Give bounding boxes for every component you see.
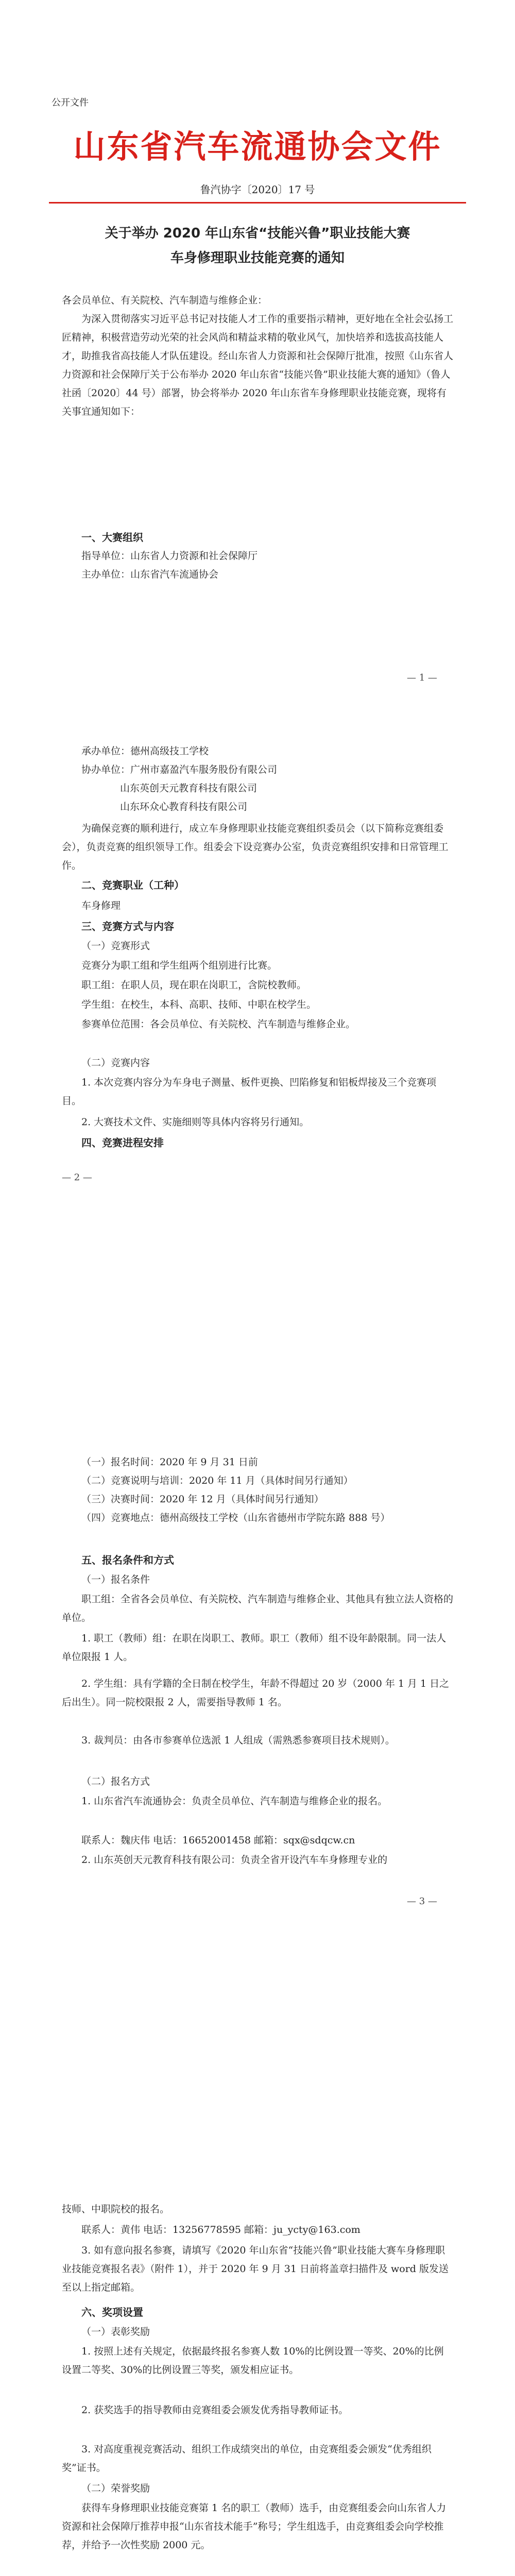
section-5-2-heading: （二）报名方式 [81,1776,150,1787]
contact-info-2: 联系人：黄伟 电话：13256778595 邮箱：ju_ycty@163.com [81,2224,360,2235]
masthead-title: 山东省汽车流通协会文件 [73,128,442,165]
intro-paragraph: 为深入贯彻落实习近平总书记对技能人才工作的重要指示精神，更好地在全社会弘扬工匠精神，积极营造劳动光荣的社会风尚和精益求精的敬业风气，加快培养和选拔高技能人才，助推我省高技能人才队伍建设。经山东省人力资源和社会保障厅批准，按照《山东省人力资源和社会保障厅关于公布举办 2020 年山东省“技能兴鲁”职业技能大赛的通知》（鲁人社函〔2020〕44 号）部署，协会将举办 2020 年山东省车身修理职业技能竞赛，现将有关事宜通知如下： [62,313,454,417]
section-6-2-heading: （二）荣誉奖励 [81,2483,150,2494]
contractor: 承办单位：德州高级技工学校 [81,745,209,757]
red-divider [49,202,466,204]
schedule-registration: （一）报名时间：2020 年 9 月 31 日前 [81,1456,258,1468]
section-2-heading: 二、竞赛职业（工种） [81,879,184,891]
salutation: 各会员单位、有关院校、汽车制造与维修企业： [62,295,268,306]
registration-channel-2: 2. 山东英创天元教育科技有限公司：负责全省开设汽车车身修理专业的 [81,1854,388,1866]
committee-paragraph: 为确保竞赛的顺利进行，成立车身修理职业技能竞赛组织委员会（以下简称竞赛组委会），负责竞赛的组织领导工作。组委会下设竞赛办公室，负责竞赛组织安排和日常管理工作。 [62,823,449,871]
staff-group-text: 职工组：在职人员，现在职在岗职工，含院校教师。 [81,979,307,991]
section-3-1-text: 竞赛分为职工组和学生组两个组别进行比赛。 [81,960,278,971]
co-organizer-2: 山东英创天元教育科技有限公司 [120,783,258,794]
condition-referee: 3. 裁判员：由各市参赛单位选派 1 人组成（需熟悉参赛项目技术规则）。 [81,1735,395,1746]
page-1 [0,0,515,721]
page-2 [0,721,515,1443]
participant-scope: 参赛单位范围：各会员单位、有关院校、汽车制造与维修企业。 [81,1019,356,1030]
section-2-text: 车身修理 [81,900,121,911]
open-document-label: 公开文件 [52,97,89,108]
section-3-2-heading: （二）竞赛内容 [81,1057,150,1069]
section-3-heading: 三、竞赛方式与内容 [81,920,174,933]
section-4-heading: 四、竞赛进程安排 [81,1137,164,1149]
award-item-3: 3. 对高度重视竞赛活动、组织工作成绩突出的单位，由竞赛组委会颁发“优秀组织奖”证书。 [62,2444,432,2473]
notice-title-line1: 关于举办 2020 年山东省“技能兴鲁”职业技能大赛 [105,226,410,241]
section-6-1-heading: （一）表彰奖励 [81,2326,150,2337]
honor-award-text: 获得车身修理职业技能竞赛第 1 名的职工（教师）选手，由竞赛组委会向山东省人力资源和社会保障厅推荐申报“山东省技术能手”称号；学生组选手，由竞赛组委会向学校推荐，并给予一次性奖励 2000 元。 [62,2502,447,2551]
student-group-text: 学生组：在校生，本科、高职、技师、中职在校学生。 [81,999,317,1010]
section-1-heading: 一、大赛组织 [81,531,143,544]
section-6-heading: 六、奖项设置 [81,2306,143,2318]
application-instructions: 3. 如有意向报名参赛，请填写《2020 年山东省“技能兴鲁”职业技能大赛车身修理职业技能竞赛报名表》（附件 1），并于 2020 年 9 月 31 日前将盖章扫描件及 word 版发送至以上指定邮箱。 [62,2245,449,2293]
notice-title-line2: 车身修理职业技能竞赛的通知 [170,250,345,266]
organizer-guide: 指导单位：山东省人力资源和社会保障厅 [81,550,258,562]
page-3 [0,1443,515,2190]
section-5-heading: 五、报名条件和方式 [81,1554,174,1566]
registration-continued: 技师、中职院校的报名。 [62,2204,170,2215]
organizer-host: 主办单位：山东省汽车流通协会 [81,569,219,580]
page-number-1: — 1 — [407,672,437,683]
content-item-2: 2. 大赛技术文件、实施细则等具体内容将另行通知。 [81,1116,310,1128]
section-5-1-text: 职工组：全省各会员单位、有关院校、汽车制造与维修企业、其他具有独立法人资格的单位。 [62,1594,454,1623]
schedule-final: （三）决赛时间：2020 年 12 月（具体时间另行通知） [81,1494,324,1505]
co-organizer-1: 协办单位：广州市嘉盈汽车服务股份有限公司 [81,764,278,775]
co-organizer-3: 山东环众心教育科技有限公司 [120,801,248,812]
award-item-1: 1. 按照上述有关规定，依据最终报名参赛人数 10%的比例设置一等奖、20%的比例设置二等奖、30%的比例设置三等奖，颁发相应证书。 [62,2346,444,2376]
document-number: 鲁汽协字〔2020〕17 号 [200,183,315,196]
schedule-venue: （四）竞赛地点：德州高级技工学校（山东省德州市学院东路 888 号） [81,1512,390,1523]
content-item-1: 1. 本次竞赛内容分为车身电子测量、板件更换、凹陷修复和铝板焊接及三个竞赛项目。 [62,1077,437,1107]
section-5-1-heading: （一）报名条件 [81,1574,150,1585]
schedule-training: （二）竞赛说明与培训：2020 年 11 月（具体时间另行通知） [81,1475,353,1486]
registration-channel-1: 1. 山东省汽车流通协会：负责全员单位、汽车制造与维修企业的报名。 [81,1795,388,1807]
contact-info-1: 联系人：魏庆伟 电话：16652001458 邮箱：sqx@sdqcw.cn [81,1835,355,1846]
condition-staff: 1. 职工（教师）组：在职在岗职工、教师。职工（教师）组不设年龄限制。同一法人单位限报 1 人。 [62,1633,447,1663]
condition-student: 2. 学生组：具有学籍的全日制在校学生，年龄不得超过 20 岁（2000 年 1 月 1 日之后出生）。同一院校限报 2 人，需要指导教师 1 名。 [62,1678,450,1708]
section-3-1-heading: （一）竞赛形式 [81,940,150,952]
page-4 [0,2190,515,2576]
page-number-2: — 2 — [62,1172,92,1183]
page-number-3: — 3 — [407,1896,437,1907]
award-item-2: 2. 获奖选手的指导教师由竞赛组委会颁发优秀指导教师证书。 [81,2404,349,2416]
